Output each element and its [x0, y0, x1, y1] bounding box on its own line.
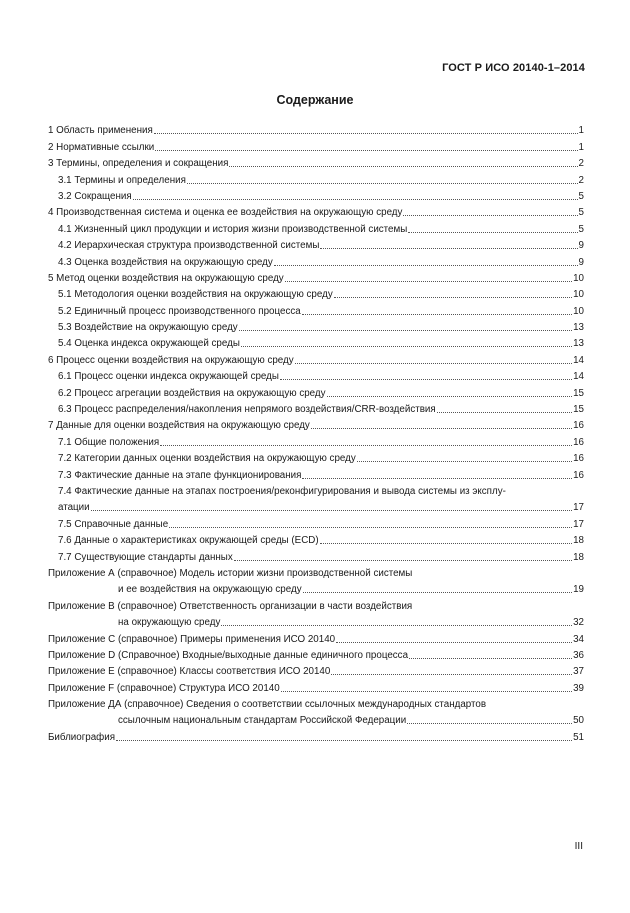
toc-leader-dots	[241, 346, 572, 347]
toc-entry-text: 7.2 Категории данных оценки воздействия на окружающую среду	[58, 453, 356, 465]
toc-entry-text: 7.7 Существующие стандарты данных	[58, 551, 233, 563]
toc-entry[interactable]	[48, 580, 584, 596]
toc-entry[interactable]	[48, 432, 584, 448]
toc-entry-text: 4 Производственная система и оценка ее воздействия на окружающую среду	[48, 207, 403, 219]
toc-entry-text: Приложение ДА (справочное) Сведения о соответствии ссылочных международных стандартов	[48, 699, 487, 711]
page-number: III	[574, 841, 583, 852]
toc-entry-page: 16	[573, 420, 584, 432]
toc-entry[interactable]	[48, 629, 584, 645]
toc-entry-page: 19	[573, 584, 584, 596]
toc-leader-dots	[221, 625, 572, 626]
toc-leader-dots	[154, 133, 578, 134]
toc-entry-page: 10	[573, 272, 584, 284]
toc-entry[interactable]	[48, 187, 584, 203]
toc-entry-text: 1 Область применения	[48, 125, 153, 137]
toc-entry-text: 6 Процесс оценки воздействия на окружающую среду	[48, 354, 294, 366]
toc-entry[interactable]	[48, 564, 584, 580]
toc-entry-text: Приложение В (справочное) Ответственность организации в части воздействия	[48, 600, 413, 612]
toc-entry-text: 7.6 Данные о характеристиках окружающей среды (ECD)	[58, 535, 319, 547]
toc-leader-dots	[357, 461, 572, 462]
toc-leader-dots	[327, 396, 573, 397]
toc-entry[interactable]	[48, 531, 584, 547]
toc-leader-dots	[408, 232, 577, 233]
toc-entry-text: 5 Метод оценки воздействия на окружающую среду	[48, 272, 284, 284]
toc-entry[interactable]	[48, 252, 584, 268]
toc-leader-dots	[403, 215, 577, 216]
toc-entry[interactable]	[48, 613, 584, 629]
table-of-contents	[48, 121, 584, 744]
toc-entry[interactable]	[48, 236, 584, 252]
toc-leader-dots	[229, 166, 577, 167]
toc-entry[interactable]	[48, 678, 584, 694]
toc-entry-page: 15	[573, 387, 584, 399]
toc-leader-dots	[407, 723, 572, 724]
toc-entry-text: 5.4 Оценка индекса окружающей среды	[58, 338, 240, 350]
toc-entry-text: 4.2 Иерархическая структура производственной системы	[58, 240, 320, 252]
toc-entry-page: 5	[578, 190, 584, 202]
toc-entry-text: Библиография	[48, 731, 116, 743]
toc-entry-text: Приложение Е (справочное) Классы соответствия ИСО 20140	[48, 666, 331, 678]
toc-leader-dots	[169, 527, 572, 528]
toc-entry[interactable]	[48, 727, 584, 743]
standard-designation: ГОСТ Р ИСО 20140-1–2014	[442, 62, 585, 74]
toc-entry-text: 3 Термины, определения и сокращения	[48, 158, 229, 170]
toc-leader-dots	[320, 248, 577, 249]
toc-entry-page: 13	[573, 338, 584, 350]
toc-leader-dots	[336, 642, 572, 643]
toc-entry-page: 17	[573, 518, 584, 530]
toc-entry[interactable]	[48, 154, 584, 170]
toc-entry[interactable]	[48, 482, 584, 498]
toc-entry-text: Приложение D (Справочное) Входные/выходные данные единичного процесса	[48, 649, 409, 661]
toc-entry-text: 7.4 Фактические данные на этапах построения/реконфигурирования и вывода системы из эксплу-	[58, 485, 506, 497]
toc-entry-text: 3.2 Сокращения	[58, 190, 132, 202]
toc-entry-page: 16	[573, 469, 584, 481]
toc-entry-text: 4.1 Жизненный цикл продукции и история жизни производственной системы	[58, 223, 408, 235]
toc-leader-dots	[187, 183, 578, 184]
toc-entry[interactable]	[48, 301, 584, 317]
toc-entry-text: 7.1 Общие положения	[58, 436, 160, 448]
toc-entry[interactable]	[48, 400, 584, 416]
toc-leader-dots	[311, 428, 572, 429]
toc-entry-page: 5	[578, 207, 584, 219]
toc-leader-dots	[155, 150, 577, 151]
toc-entry-text: атации	[58, 502, 90, 514]
toc-entry[interactable]	[48, 170, 584, 186]
toc-entry[interactable]	[48, 350, 584, 366]
toc-leader-dots	[239, 330, 572, 331]
toc-entry[interactable]	[48, 203, 584, 219]
toc-entry-page: 32	[573, 617, 584, 629]
toc-entry-page: 14	[573, 354, 584, 366]
toc-entry-text: 7.5 Справочные данные	[58, 518, 169, 530]
toc-entry[interactable]	[48, 596, 584, 612]
toc-entry[interactable]	[48, 285, 584, 301]
toc-entry[interactable]	[48, 514, 584, 530]
toc-entry-page: 9	[578, 256, 584, 268]
toc-entry[interactable]	[48, 318, 584, 334]
toc-entry-page: 13	[573, 322, 584, 334]
toc-entry-page: 9	[578, 240, 584, 252]
toc-entry-text: 6.3 Процесс распределения/накопления непрямого воздействия/CRR-воздействия	[58, 404, 436, 416]
toc-entry-page: 1	[578, 141, 584, 153]
toc-leader-dots	[91, 510, 572, 511]
toc-entry-page: 34	[573, 633, 584, 645]
toc-entry-text: 3.1 Термины и определения	[58, 174, 186, 186]
toc-entry[interactable]	[48, 695, 584, 711]
toc-entry-page: 10	[573, 289, 584, 301]
toc-entry-text: 7.3 Фактические данные на этапе функционирования	[58, 469, 302, 481]
toc-entry-text: 7 Данные для оценки воздействия на окружающую среду	[48, 420, 310, 432]
toc-entry-page: 10	[573, 305, 584, 317]
toc-entry[interactable]	[48, 547, 584, 563]
toc-entry-text: 5.1 Методология оценки воздействия на окружающую среду	[58, 289, 333, 301]
toc-entry[interactable]	[48, 121, 584, 137]
toc-entry[interactable]	[48, 449, 584, 465]
toc-entry-text: на окружающую среду	[118, 617, 221, 629]
toc-leader-dots	[302, 314, 572, 315]
toc-entry-text: 2 Нормативные ссылки	[48, 141, 155, 153]
toc-entry[interactable]	[48, 334, 584, 350]
toc-entry[interactable]	[48, 219, 584, 235]
toc-entry-page: 14	[573, 371, 584, 383]
toc-entry[interactable]	[48, 646, 584, 662]
toc-entry-text: 6.2 Процесс агрегации воздействия на окружающую среду	[58, 387, 326, 399]
toc-leader-dots	[320, 543, 572, 544]
toc-leader-dots	[302, 478, 572, 479]
toc-entry-text: 6.1 Процесс оценки индекса окружающей среды	[58, 371, 279, 383]
toc-leader-dots	[331, 674, 572, 675]
toc-leader-dots	[281, 691, 572, 692]
toc-entry-page: 15	[573, 404, 584, 416]
toc-entry[interactable]	[48, 416, 584, 432]
toc-entry-text: Приложение F (справочное) Структура ИСО 20140	[48, 682, 280, 694]
toc-entry[interactable]	[48, 465, 584, 481]
toc-entry-page: 16	[573, 453, 584, 465]
toc-leader-dots	[280, 379, 572, 380]
toc-leader-dots	[133, 199, 578, 200]
toc-entry-page: 36	[573, 649, 584, 661]
toc-entry-page: 37	[573, 666, 584, 678]
toc-entry-text: 5.2 Единичный процесс производственного процесса	[58, 305, 301, 317]
toc-entry[interactable]	[48, 383, 584, 399]
toc-leader-dots	[334, 297, 572, 298]
toc-entry-page: 5	[578, 223, 584, 235]
toc-leader-dots	[437, 412, 572, 413]
toc-entry[interactable]	[48, 498, 584, 514]
toc-entry-page: 18	[573, 551, 584, 563]
toc-entry-page: 39	[573, 682, 584, 694]
toc-entry-page: 50	[573, 715, 584, 727]
toc-leader-dots	[295, 363, 572, 364]
toc-entry-text: 5.3 Воздействие на окружающую среду	[58, 322, 238, 334]
toc-leader-dots	[409, 658, 572, 659]
toc-entry[interactable]	[48, 269, 584, 285]
toc-entry[interactable]	[48, 137, 584, 153]
toc-leader-dots	[285, 281, 572, 282]
toc-entry-page: 51	[573, 731, 584, 743]
toc-leader-dots	[274, 265, 578, 266]
toc-entry-text: Приложение А (справочное) Модель истории жизни производственной системы	[48, 567, 413, 579]
toc-entry-page: 2	[578, 158, 584, 170]
toc-entry-page: 18	[573, 535, 584, 547]
toc-entry-page: 16	[573, 436, 584, 448]
toc-entry-text: Приложение С (справочное) Примеры применения ИСО 20140	[48, 633, 336, 645]
toc-leader-dots	[160, 445, 572, 446]
toc-entry-page: 2	[578, 174, 584, 186]
toc-entry[interactable]	[48, 662, 584, 678]
toc-entry[interactable]	[48, 711, 584, 727]
toc-leader-dots	[116, 740, 572, 741]
toc-entry-page: 1	[578, 125, 584, 137]
toc-entry-text: и ее воздействия на окружающую среду	[118, 584, 302, 596]
toc-entry-page: 17	[573, 502, 584, 514]
toc-entry-text: ссылочным национальным стандартам Российской Федерации	[118, 715, 407, 727]
toc-leader-dots	[303, 592, 572, 593]
toc-leader-dots	[234, 560, 572, 561]
toc-entry[interactable]	[48, 367, 584, 383]
toc-entry-text: 4.3 Оценка воздействия на окружающую среду	[58, 256, 273, 268]
toc-title: Содержание	[276, 93, 354, 107]
